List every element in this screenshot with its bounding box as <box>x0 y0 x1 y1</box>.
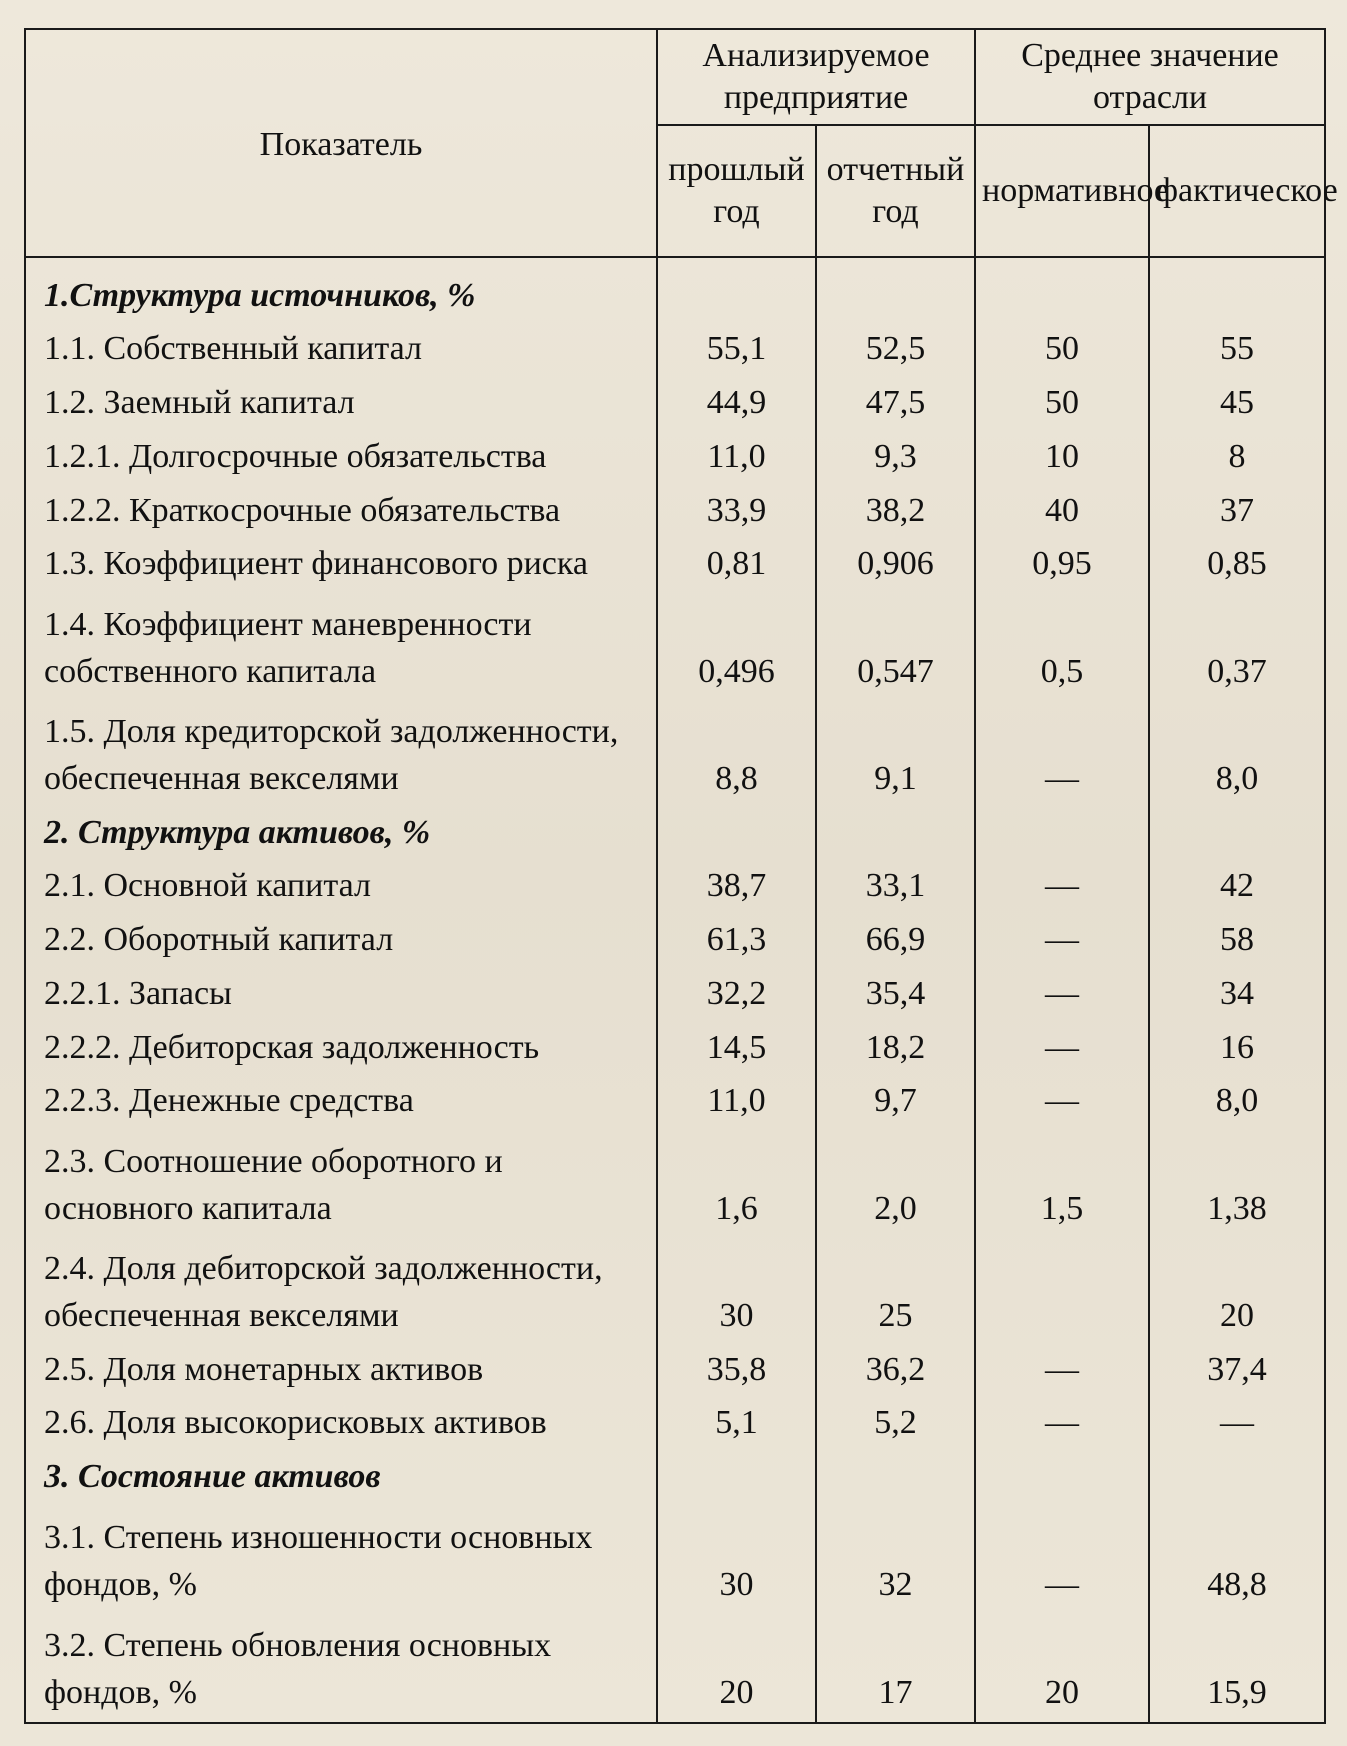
curr-year-cell: 32 <box>816 1500 975 1607</box>
prev-year-cell: 1,6 <box>657 1124 816 1231</box>
row-label: 3.2. Степень обновления основных фондов, % <box>25 1608 657 1723</box>
actual-cell: 58 <box>1149 909 1325 963</box>
indicator-header: Показатель <box>25 29 657 257</box>
normative-cell <box>975 1232 1149 1339</box>
prev-year-cell: 0,81 <box>657 534 816 588</box>
prev-year-cell: 44,9 <box>657 372 816 426</box>
curr-year-cell: 25 <box>816 1232 975 1339</box>
industry-group-header: Среднее значение отрасли <box>975 29 1325 125</box>
actual-cell: 8,0 <box>1149 695 1325 802</box>
prev-year-cell: 8,8 <box>657 695 816 802</box>
table-row <box>25 319 1325 373</box>
normative-cell: 40 <box>975 480 1149 534</box>
curr-year-cell: 0,547 <box>816 587 975 694</box>
section-title: 1.Структура источников, % <box>25 257 657 319</box>
table-row <box>25 856 1325 910</box>
prev-year-cell: 11,0 <box>657 1071 816 1125</box>
prev-year-cell: 5,1 <box>657 1393 816 1447</box>
prev-year-cell: 0,496 <box>657 587 816 694</box>
prev-year-cell: 32,2 <box>657 963 816 1017</box>
prev-year-cell: 61,3 <box>657 909 816 963</box>
curr-year-cell: 18,2 <box>816 1017 975 1071</box>
curr-year-cell: 9,7 <box>816 1071 975 1125</box>
table-row <box>25 587 1325 694</box>
actual-cell: — <box>1149 1393 1325 1447</box>
curr-year-cell: 9,3 <box>816 426 975 480</box>
row-label: 1.2.2. Краткосрочные обязательства <box>25 480 657 534</box>
normative-header: нормативное <box>975 125 1149 257</box>
enterprise-group-header: Анализируемое предприятие <box>657 29 975 125</box>
curr-year-cell: 17 <box>816 1608 975 1723</box>
actual-cell: 55 <box>1149 319 1325 373</box>
actual-cell: 16 <box>1149 1017 1325 1071</box>
prev-year-cell: 35,8 <box>657 1339 816 1393</box>
table-row <box>25 1393 1325 1447</box>
actual-cell: 37 <box>1149 480 1325 534</box>
row-label: 3.1. Степень изношенности основных фондов, % <box>25 1500 657 1607</box>
table-row <box>25 426 1325 480</box>
normative-cell: — <box>975 909 1149 963</box>
table-row <box>25 372 1325 426</box>
financial-indicators-table <box>24 28 1338 1724</box>
row-label: 2.2.3. Денежные средства <box>25 1071 657 1125</box>
prev-year-cell: 38,7 <box>657 856 816 910</box>
row-label: 1.1. Собственный капитал <box>25 319 657 373</box>
normative-cell: 20 <box>975 1608 1149 1723</box>
curr-year-cell: 52,5 <box>816 319 975 373</box>
curr-year-cell: 2,0 <box>816 1124 975 1231</box>
curr-year-cell: 0,906 <box>816 534 975 588</box>
prev-year-cell: 33,9 <box>657 480 816 534</box>
curr-year-cell: 35,4 <box>816 963 975 1017</box>
section-title: 3. Состояние активов <box>25 1446 657 1500</box>
curr-year-cell: 38,2 <box>816 480 975 534</box>
actual-cell: 8,0 <box>1149 1071 1325 1125</box>
curr-year-cell: 9,1 <box>816 695 975 802</box>
row-label: 1.4. Коэффициент маневренности собственного капитала <box>25 587 657 694</box>
normative-cell: — <box>975 1017 1149 1071</box>
table-row <box>25 480 1325 534</box>
header-row-1 <box>25 29 1325 125</box>
curr-year-header: отчетный год <box>816 125 975 257</box>
actual-cell: 20 <box>1149 1232 1325 1339</box>
actual-cell: 48,8 <box>1149 1500 1325 1607</box>
row-label: 1.2. Заемный капитал <box>25 372 657 426</box>
prev-year-cell: 30 <box>657 1232 816 1339</box>
normative-cell: — <box>975 1339 1149 1393</box>
row-label: 2.6. Доля высокорисковых активов <box>25 1393 657 1447</box>
section-row <box>25 1446 1325 1500</box>
table-row <box>25 695 1325 802</box>
normative-cell: 0,5 <box>975 587 1149 694</box>
row-label: 2.2.2. Дебиторская задолженность <box>25 1017 657 1071</box>
row-label: 2.4. Доля дебиторской задолженности, обеспеченная векселями <box>25 1232 657 1339</box>
curr-year-cell: 66,9 <box>816 909 975 963</box>
section-row <box>25 802 1325 856</box>
row-label: 1.3. Коэффициент финансового риска <box>25 534 657 588</box>
normative-cell: 0,95 <box>975 534 1149 588</box>
normative-cell: — <box>975 856 1149 910</box>
actual-cell: 1,38 <box>1149 1124 1325 1231</box>
table-row <box>25 1608 1325 1723</box>
curr-year-cell: 47,5 <box>816 372 975 426</box>
row-label: 2.2. Оборотный капитал <box>25 909 657 963</box>
actual-cell: 15,9 <box>1149 1608 1325 1723</box>
actual-header: фактическое <box>1149 125 1325 257</box>
table-row <box>25 1339 1325 1393</box>
table-row <box>25 1017 1325 1071</box>
actual-cell: 34 <box>1149 963 1325 1017</box>
normative-cell: — <box>975 1500 1149 1607</box>
normative-cell: — <box>975 1071 1149 1125</box>
table-row <box>25 1500 1325 1607</box>
section-title: 2. Структура активов, % <box>25 802 657 856</box>
prev-year-cell: 55,1 <box>657 319 816 373</box>
normative-cell: 1,5 <box>975 1124 1149 1231</box>
normative-cell: — <box>975 695 1149 802</box>
normative-cell: — <box>975 963 1149 1017</box>
normative-cell: — <box>975 1393 1149 1447</box>
curr-year-cell: 36,2 <box>816 1339 975 1393</box>
row-label: 2.3. Соотношение оборотного и основного капитала <box>25 1124 657 1231</box>
actual-cell: 8 <box>1149 426 1325 480</box>
prev-year-header: прошлый год <box>657 125 816 257</box>
normative-cell: 50 <box>975 372 1149 426</box>
row-label: 1.2.1. Долгосрочные обязательства <box>25 426 657 480</box>
row-label: 2.1. Основной капитал <box>25 856 657 910</box>
normative-cell: 10 <box>975 426 1149 480</box>
row-label: 2.2.1. Запасы <box>25 963 657 1017</box>
prev-year-cell: 20 <box>657 1608 816 1723</box>
normative-cell: 50 <box>975 319 1149 373</box>
actual-cell: 0,37 <box>1149 587 1325 694</box>
curr-year-cell: 33,1 <box>816 856 975 910</box>
prev-year-cell: 30 <box>657 1500 816 1607</box>
table-row <box>25 909 1325 963</box>
table-row <box>25 1232 1325 1339</box>
row-label: 1.5. Доля кредиторской задолженности, обеспеченная векселями <box>25 695 657 802</box>
section-row <box>25 257 1325 319</box>
actual-cell: 42 <box>1149 856 1325 910</box>
prev-year-cell: 11,0 <box>657 426 816 480</box>
row-label: 2.5. Доля монетарных активов <box>25 1339 657 1393</box>
table-row <box>25 963 1325 1017</box>
table-row <box>25 1124 1325 1231</box>
prev-year-cell: 14,5 <box>657 1017 816 1071</box>
curr-year-cell: 5,2 <box>816 1393 975 1447</box>
table-row <box>25 534 1325 588</box>
actual-cell: 45 <box>1149 372 1325 426</box>
actual-cell: 0,85 <box>1149 534 1325 588</box>
actual-cell: 37,4 <box>1149 1339 1325 1393</box>
table-row <box>25 1071 1325 1125</box>
